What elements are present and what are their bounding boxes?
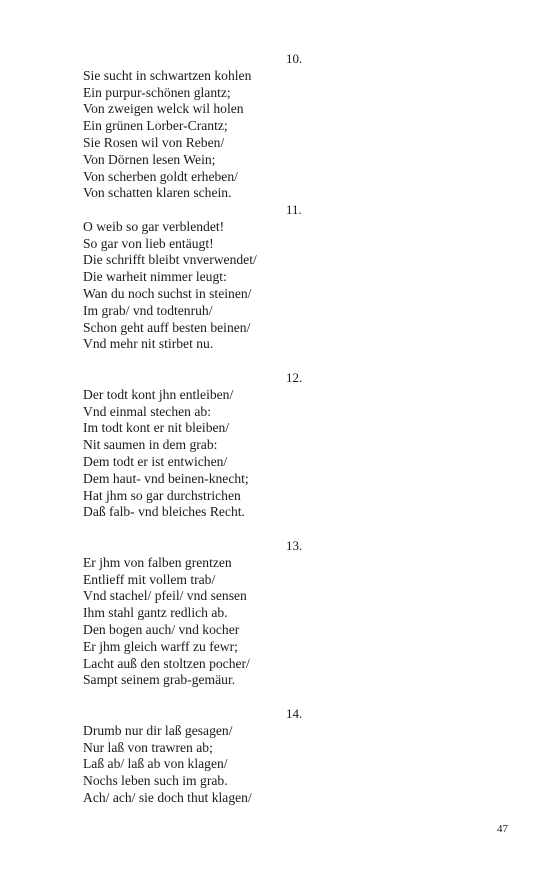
verse-line: Sie sucht in schwartzen kohlen xyxy=(83,67,252,83)
verse-line: Von scherben goldt erheben/ xyxy=(83,168,238,184)
verse-line: Er jhm von falben grentzen xyxy=(83,554,232,570)
verse-line: So gar von lieb entäugt! xyxy=(83,235,214,251)
verse-line: Ihm stahl gantz redlich ab. xyxy=(83,605,228,621)
verse-line: Dem todt er ist entwichen/ xyxy=(83,453,228,469)
verse-line: Nochs leben such im grab. xyxy=(83,773,228,789)
verse-line: Hat jhm so gar durchstrichen xyxy=(83,487,241,503)
verse-line: Die warheit nimmer leugt: xyxy=(83,269,227,285)
stanza-lines xyxy=(83,387,249,521)
verse-line: Von Dörnen lesen Wein; xyxy=(83,151,216,167)
verse-line: Entlieff mit vollem trab/ xyxy=(83,571,216,587)
verse-line: Ach/ ach/ sie doch thut klagen/ xyxy=(83,789,252,805)
verse-line: Von schatten klaren schein. xyxy=(83,185,232,201)
stanza-number: 12. xyxy=(286,370,303,385)
verse-line: Von zweigen welck wil holen xyxy=(83,101,244,117)
stanza-number: 14. xyxy=(286,706,303,721)
verse-line: Im todt kont er nit bleiben/ xyxy=(83,420,230,436)
verse-line: Drumb nur dir laß gesagen/ xyxy=(83,722,233,738)
verse-line: Vnd mehr nit stirbet nu. xyxy=(83,336,214,352)
stanza-number: 11. xyxy=(286,202,302,217)
stanza-lines xyxy=(83,555,250,689)
verse-line: Schon geht auff besten beinen/ xyxy=(83,319,251,335)
verse-line: Vnd stachel/ pfeil/ vnd sensen xyxy=(83,588,247,604)
verse-line: Lacht auß den stoltzen pocher/ xyxy=(83,655,250,671)
verse-line: Vnd einmal stechen ab: xyxy=(83,403,211,419)
verse-line: Der todt kont jhn entleiben/ xyxy=(83,386,234,402)
verse-line: Dem haut- vnd beinen-knecht; xyxy=(83,470,249,486)
verse-line: Laß ab/ laß ab von klagen/ xyxy=(83,756,228,772)
page-number: 47 xyxy=(497,823,508,835)
verse-line: Sampt seinem grab-gemäur. xyxy=(83,672,236,688)
verse-line: Wan du noch suchst in steinen/ xyxy=(83,285,252,301)
verse-line: Den bogen auch/ vnd kocher xyxy=(83,621,240,637)
verse-line: Er jhm gleich warff zu fewr; xyxy=(83,638,238,654)
verse-line: Sie Rosen wil von Reben/ xyxy=(83,134,225,150)
stanza-lines xyxy=(83,723,252,807)
verse-line: O weib so gar verblendet! xyxy=(83,218,225,234)
stanza-lines xyxy=(83,68,251,202)
stanza-number: 13. xyxy=(286,538,303,553)
verse-line: Nur laß von trawren ab; xyxy=(83,739,213,755)
verse-line: Daß falb- vnd bleiches Recht. xyxy=(83,504,245,520)
verse-line: Die schrifft bleibt vnverwendet/ xyxy=(83,252,257,268)
stanza-lines xyxy=(83,219,257,353)
verse-line: Ein grünen Lorber-Crantz; xyxy=(83,118,228,134)
stanza-number: 10. xyxy=(286,51,303,66)
verse-line: Ein purpur-schönen glantz; xyxy=(83,84,231,100)
verse-line: Nit saumen in dem grab: xyxy=(83,437,218,453)
verse-line: Im grab/ vnd todtenruh/ xyxy=(83,302,213,318)
